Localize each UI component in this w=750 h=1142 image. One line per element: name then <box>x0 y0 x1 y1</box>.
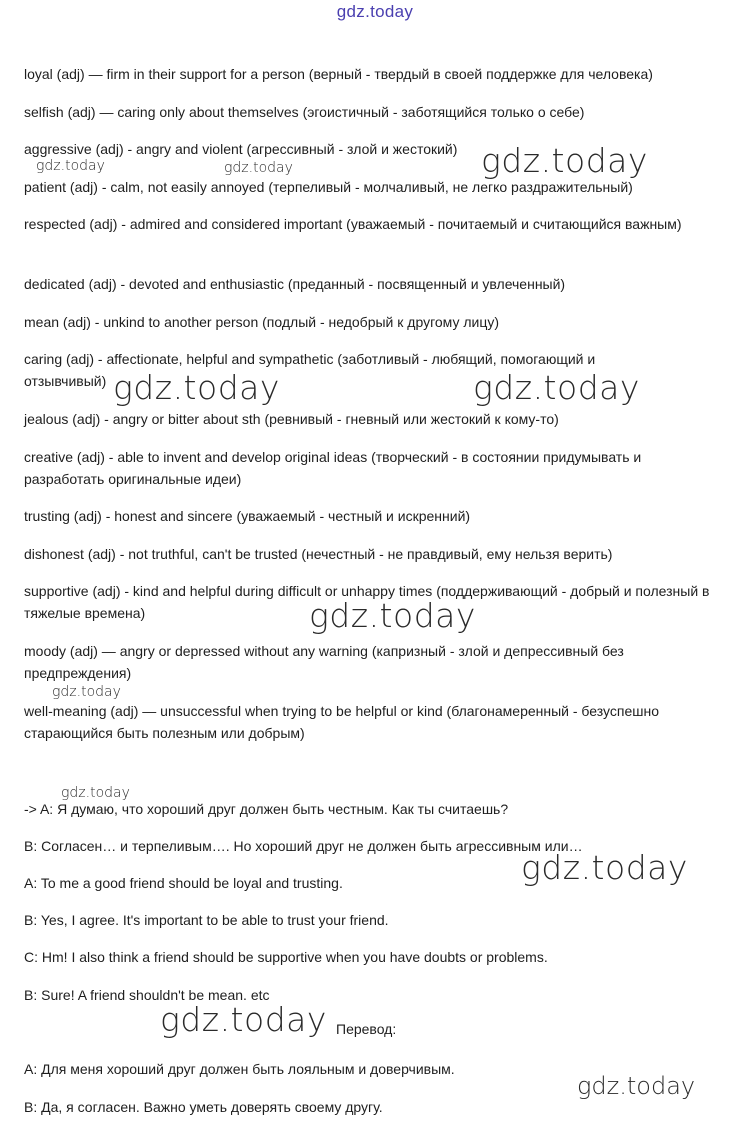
dialogue-line-3: A: To me a good friend should be loyal and trusting. <box>24 875 343 891</box>
dialogue-line-6: B: Sure! A friend shouldn't be mean. etc <box>24 987 270 1003</box>
watermark: gdz.today <box>224 160 293 176</box>
vocab-item-creative: creative (adj) - able to invent and develop original ideas (творческий - в состоянии придумывать и разработать оригинальные идеи) <box>24 449 642 487</box>
vocab-item-caring: caring (adj) - affectionate, helpful and sympathetic (заботливый - любящий, помогающий и отзывчивый) <box>24 351 596 389</box>
vocab-item-well-meaning: well-meaning (adj) — unsuccessful when trying to be helpful or kind (благонамеренный - безуспешно старающийся быть полезным или добрым) <box>24 703 659 741</box>
watermark: gdz.today <box>521 848 688 887</box>
watermark: gdz.today <box>309 596 476 635</box>
watermark: gdz.today <box>36 158 105 174</box>
vocab-item-dedicated: dedicated (adj) - devoted and enthusiastic (преданный - посвященный и увлеченный) <box>24 276 566 292</box>
watermark: gdz.today <box>113 368 280 407</box>
watermark: gdz.today <box>481 141 648 180</box>
dialogue-line-4: B: Yes, I agree. It's important to be able to trust your friend. <box>24 912 389 928</box>
vocab-item-respected: respected (adj) - admired and considered important (уважаемый - почитаемый и считающийся важным) <box>24 216 682 232</box>
vocab-item-aggressive: aggressive (adj) - angry and violent (агрессивный - злой и жестокий) <box>24 141 458 157</box>
vocab-item-trusting: trusting (adj) - honest and sincere (уважаемый - честный и искренний) <box>24 508 471 524</box>
vocab-item-jealous: jealous (adj) - angry or bitter about sth (ревнивый - гневный или жестокий к кому-то) <box>24 411 559 427</box>
vocab-item-selfish: selfish (adj) — caring only about themselves (эгоистичный - заботящийся только о себе) <box>24 104 585 120</box>
translation-label: Перевод: <box>336 1021 397 1037</box>
watermark: gdz.today <box>160 1000 327 1039</box>
watermark: gdz.today <box>52 684 121 700</box>
vocab-item-moody: moody (adj) — angry or depressed without any warning (капризный - злой и депрессивный без предпреждения) <box>24 643 624 681</box>
vocab-item-loyal: loyal (adj) — firm in their support for a person (верный - твердый в своей поддержке для человека) <box>24 66 653 82</box>
dialogue-line-5: C: Hm! I also think a friend should be supportive when you have doubts or problems. <box>24 949 548 965</box>
watermark: gdz.today <box>61 785 130 801</box>
watermark: gdz.today <box>577 1072 696 1100</box>
watermark: gdz.today <box>473 368 640 407</box>
translation-line-2: B: Да, я согласен. Важно уметь доверять своему другу. <box>24 1099 383 1115</box>
dialogue-line-1: -> A: Я думаю, что хороший друг должен быть честным. Как ты считаешь? <box>24 801 509 817</box>
vocab-item-patient: patient (adj) - calm, not easily annoyed (терпеливый - молчаливый, не легко раздражительный) <box>24 179 633 195</box>
vocab-item-mean: mean (adj) - unkind to another person (подлый - недобрый к другому лицу) <box>24 314 500 330</box>
site-header[interactable]: gdz.today <box>336 2 414 21</box>
dialogue-line-2: B: Согласен… и терпеливым…. Но хороший друг не должен быть агрессивным или… <box>24 838 583 854</box>
translation-line-1: A: Для меня хороший друг должен быть лояльным и доверчивым. <box>24 1061 455 1077</box>
vocab-item-supportive: supportive (adj) - kind and helpful during difficult or unhappy times (поддерживающий - добрый и полезный в тяжелые времена) <box>24 583 710 621</box>
vocab-item-dishonest: dishonest (adj) - not truthful, can't be trusted (нечестный - не правдивый, ему нельзя верить) <box>24 546 613 562</box>
